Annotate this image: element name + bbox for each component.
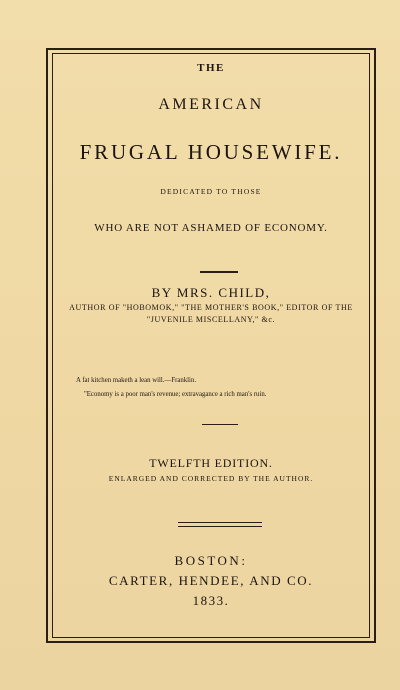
title-article: THE	[197, 62, 225, 74]
publisher-name: CARTER, HENDEE, AND CO.	[108, 573, 314, 588]
divider-rule-1	[200, 271, 238, 273]
edition-note: ENLARGED AND CORRECTED BY THE AUTHOR.	[108, 474, 314, 483]
publication-year: 1833.	[192, 593, 230, 608]
title-american: AMERICAN	[158, 96, 264, 113]
author-byline: BY MRS. CHILD,	[151, 285, 271, 300]
edition-label: TWELFTH EDITION.	[149, 456, 273, 470]
double-rule-bottom	[178, 526, 262, 527]
book-title: FRUGAL HOUSEWIFE.	[79, 140, 343, 164]
dedication-line1: DEDICATED TO THOSE	[160, 187, 262, 196]
divider-rule-2	[202, 424, 238, 425]
epigraph-franklin: A fat kitchen maketh a lean will.—Franklin.	[76, 376, 197, 384]
publication-city: BOSTON:	[174, 553, 248, 568]
double-rule-top	[178, 522, 262, 523]
author-credits-line2: "JUVENILE MISCELLANY," &c.	[146, 315, 276, 324]
epigraph-economy: "Economy is a poor man's revenue; extravagance a rich man's ruin.	[84, 390, 267, 398]
author-credits-line1: AUTHOR OF "HOBOMOK," "THE MOTHER'S BOOK," EDITOR OF THE	[69, 303, 353, 312]
dedication-line2: WHO ARE NOT ASHAMED OF ECONOMY.	[94, 222, 328, 234]
